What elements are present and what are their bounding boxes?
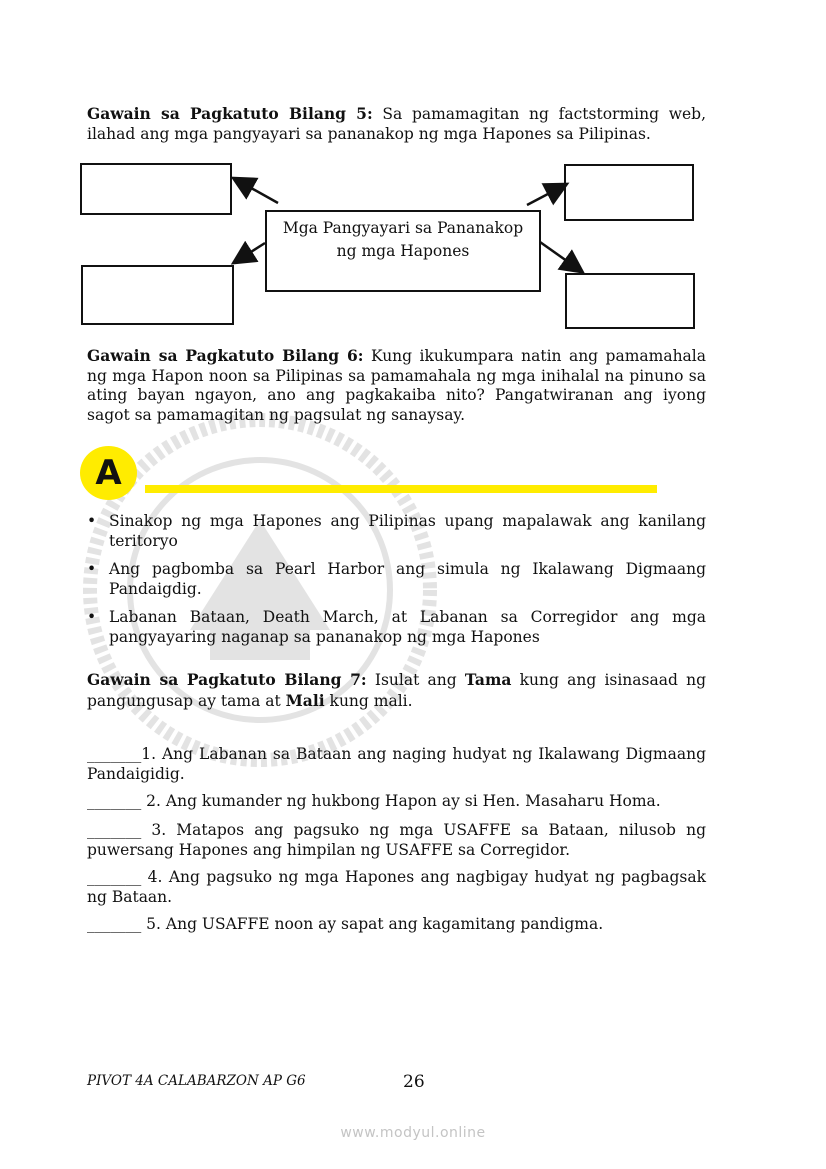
activity5-label: Gawain sa Pagkatuto Bilang 5:	[87, 104, 373, 123]
site-watermark: www.modyul.online	[340, 1125, 486, 1141]
quiz-item-5[interactable]: _______ 5. Ang USAFFE noon ay sapat ang kagamitang pandigma.	[87, 915, 604, 933]
activity5-text: Sa pamamagitan ng factstorming web, ilahad ang mga pangyayari sa pananakop ng mga Hapones sa Pilipinas.	[87, 105, 707, 143]
section-a-bullets	[87, 512, 706, 656]
list-item: • Labanan Bataan, Death March, at Labanan sa Corregidor ang mga pangyayaring naganap sa pananakop ng mga Hapones	[87, 608, 706, 646]
activity7-label: Gawain sa Pagkatuto Bilang 7:	[87, 670, 367, 689]
section-a-badge: A	[80, 446, 137, 500]
activity6-instruction	[87, 346, 706, 425]
page-number: 26	[403, 1072, 425, 1092]
arrow-top-left	[235, 179, 278, 203]
web-arrows	[0, 0, 826, 340]
quiz-item-3[interactable]: _______ 3. Matapos ang pagsuko ng mga USAFFE sa Bataan, nilusob ng puwersang Hapones ang himpilan ng USAFFE sa Corregidor.	[87, 821, 706, 859]
web-center-line1: Mga Pangyayari sa Pananakop	[282, 219, 524, 237]
arrow-bottom-right	[540, 242, 581, 271]
arrow-bottom-left	[235, 243, 265, 262]
footer-source: PIVOT 4A CALABARZON AP G6	[87, 1073, 306, 1089]
section-a-answer-line	[145, 485, 657, 493]
activity6-text: Kung ikukumpara natin ang pamamahala ng mga Hapon noon sa Pilipinas sa pamamahala ng mga inihalal na pinuno sa ating bayan ngayon, ano ang pagkakaiba nito? Pangatwiranan ang iyong sagot sa pamamagitan ng pagsulat ng sanaysay.	[87, 347, 706, 424]
quiz-item-4[interactable]: _______ 4. Ang pagsuko ng mga Hapones ang nagbigay hudyat ng pagbagsak ng Bataan.	[87, 868, 706, 906]
mali-keyword: Mali	[285, 690, 325, 710]
quiz-item-2[interactable]: _______ 2. Ang kumander ng hukbong Hapon ay si Hen. Masaharu Homa.	[87, 792, 661, 810]
activity7-instruction: Gawain sa Pagkatuto Bilang 7: Isulat ang Tama kung ang isinasaad ng pangungusap ay tama at Mali kung mali.	[87, 670, 706, 710]
arrow-top-right	[527, 185, 565, 205]
list-item: • Ang pagbomba sa Pearl Harbor ang simula ng Ikalawang Digmaang Pandaigdig.	[87, 560, 706, 598]
tama-keyword: Tama	[464, 670, 512, 689]
web-center-line2: ng mga Hapones	[336, 242, 470, 260]
quiz-item-1[interactable]: _______1. Ang Labanan sa Bataan ang naging hudyat ng Ikalawang Digmaang Pandaigidig.	[87, 745, 706, 783]
activity6-label: Gawain sa Pagkatuto Bilang 6:	[87, 346, 364, 365]
list-item: • Sinakop ng mga Hapones ang Pilipinas upang mapalawak ang kanilang teritoryo	[87, 512, 706, 550]
